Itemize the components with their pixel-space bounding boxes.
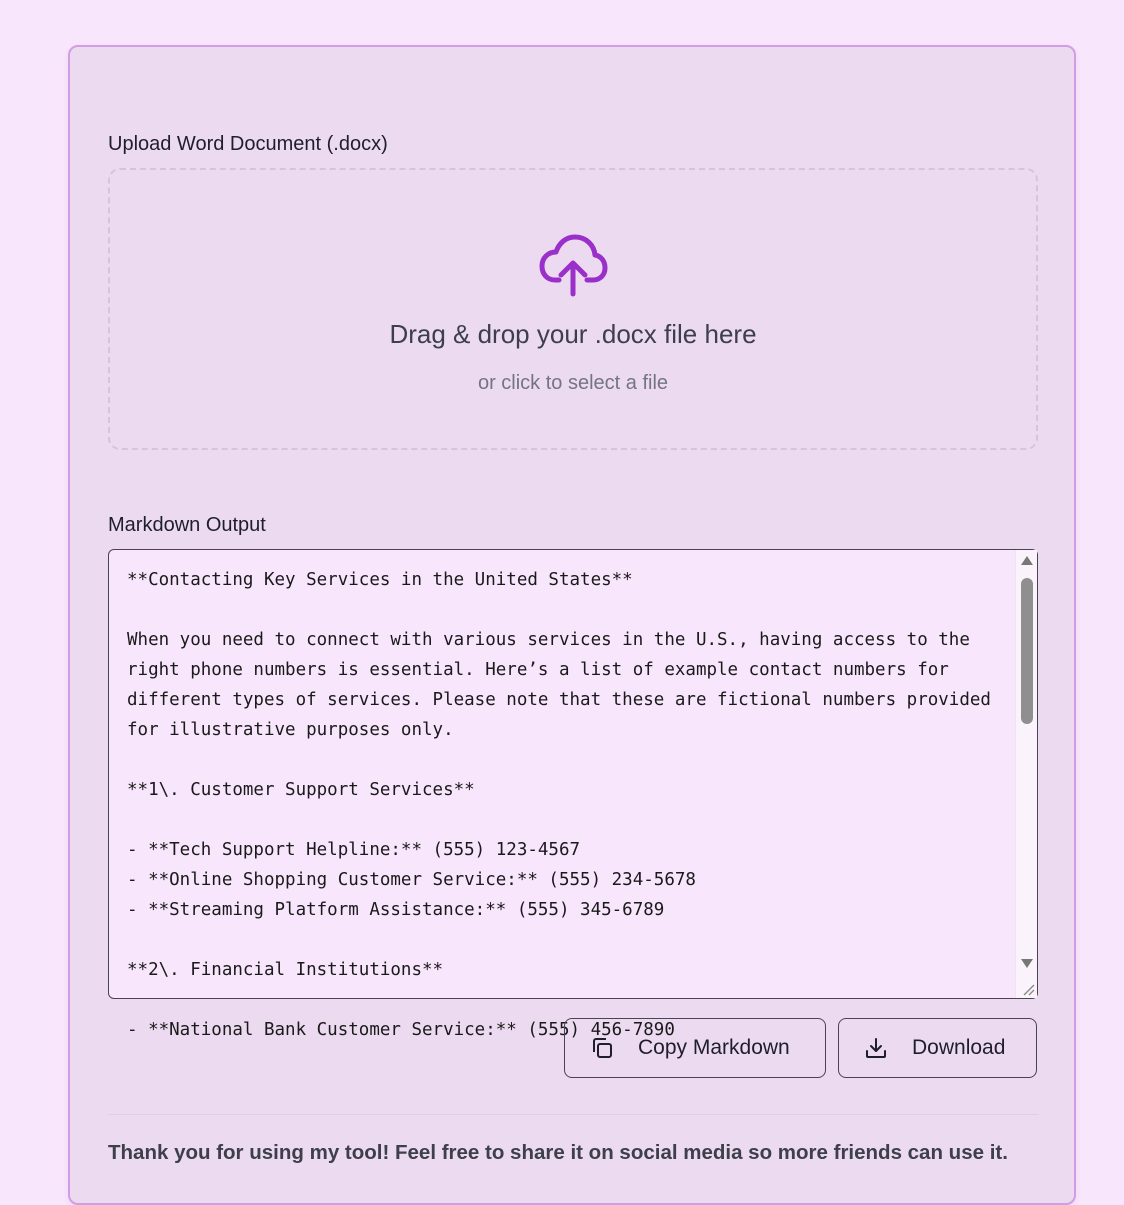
download-icon <box>864 1036 888 1060</box>
cloud-upload-icon <box>539 234 607 298</box>
scroll-thumb[interactable] <box>1021 578 1033 724</box>
copy-icon <box>590 1036 614 1060</box>
scroll-down-arrow-icon[interactable] <box>1021 959 1033 968</box>
dropzone-title: Drag & drop your .docx file here <box>389 319 757 349</box>
scroll-up-arrow-icon[interactable] <box>1021 556 1033 565</box>
markdown-output-textarea[interactable] <box>108 549 1038 1040</box>
footer-divider <box>108 1114 1038 1115</box>
output-scrollbar[interactable] <box>1015 550 1037 998</box>
thanks-message: Thank you for using my tool! Feel free to share it on social media so more friends can use it. <box>108 1141 1008 1164</box>
upload-label: Upload Word Document (.docx) <box>108 133 388 155</box>
dropzone-subtitle: or click to select a file <box>477 372 669 394</box>
resize-grip-icon[interactable] <box>1021 982 1035 996</box>
download-label: Download <box>912 1036 1006 1059</box>
converter-card <box>68 45 1076 1205</box>
markdown-output-text[interactable]: **Contacting Key Services in the United States** When you need to connect with various services in the U.S., having access to the right phone numbers is essential. Here’s a list of example contact numbers for different types of services. Please note that these are fictional numbers provided for illustrative purposes only. **1\. Customer Support Services** - **Tech Support Helpline:** (555) 123-4567 - **Online Shopping Customer Service:** (555) 234-5678 - **Streaming Platform Assistance:** (555) 345-6789 **2\. Financial Institutions** - **National Bank Customer Service:** (555) 456-7890 <box>127 570 991 1040</box>
copy-markdown-label: Copy Markdown <box>638 1036 790 1059</box>
copy-markdown-button[interactable] <box>564 1018 826 1078</box>
output-label: Markdown Output <box>108 514 266 536</box>
download-button[interactable] <box>838 1018 1037 1078</box>
file-dropzone[interactable] <box>108 168 1038 450</box>
